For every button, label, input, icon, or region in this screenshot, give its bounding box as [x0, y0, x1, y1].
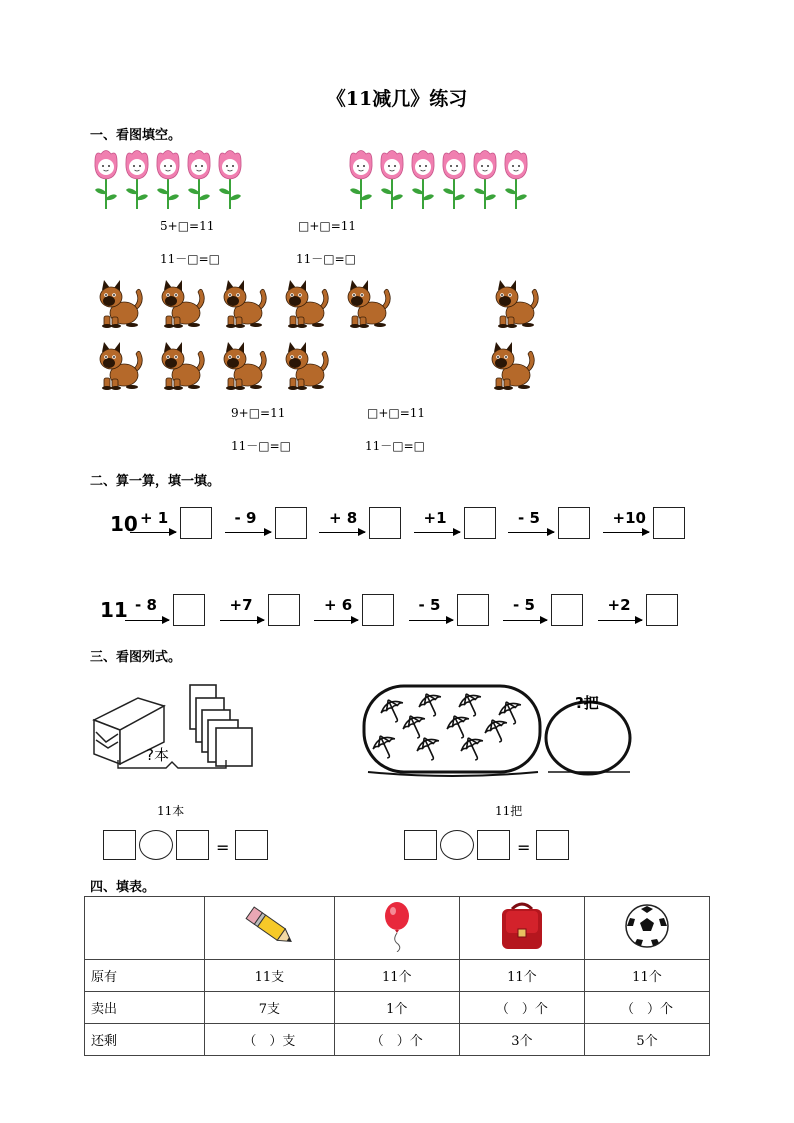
backpack-cell	[459, 897, 584, 960]
cat-icon	[220, 342, 270, 390]
table-cell: 7支	[205, 992, 335, 1024]
table-cell: 5个	[584, 1024, 709, 1056]
section-4-heading: 四、填表。	[90, 880, 156, 895]
equation-4b: 11－□=□	[365, 439, 426, 453]
cat-icon	[96, 342, 146, 390]
answer-box[interactable]	[551, 594, 583, 626]
answer-box[interactable]	[275, 507, 307, 539]
cat-icon	[220, 280, 270, 328]
books-question-label: ?本	[146, 746, 169, 764]
equation-3a: 9+□=11	[231, 406, 286, 420]
arrow	[598, 620, 642, 621]
answer-box[interactable]	[477, 830, 510, 860]
balloon-cell	[334, 897, 459, 960]
fill-table	[84, 896, 710, 1056]
backpack-icon	[496, 901, 548, 951]
table-header-row	[85, 897, 710, 960]
umbrella-total: 11把	[495, 804, 523, 818]
books-total: 11本	[157, 804, 185, 818]
cat-icon	[492, 280, 542, 328]
table-row	[85, 1024, 710, 1056]
table-cell: 11个	[584, 960, 709, 992]
answer-box[interactable]	[536, 830, 569, 860]
flower-icon	[123, 148, 151, 210]
answer-box[interactable]	[180, 507, 212, 539]
equation-3b: 11－□=□	[231, 439, 292, 453]
answer-box[interactable]	[464, 507, 496, 539]
flower-icon	[409, 148, 437, 210]
table-cell: 3个	[459, 1024, 584, 1056]
answer-box[interactable]	[103, 830, 136, 860]
arrow	[508, 532, 554, 533]
pencil-cell	[205, 897, 335, 960]
answer-box[interactable]	[646, 594, 678, 626]
arrow	[503, 620, 547, 621]
table-row	[85, 960, 710, 992]
cat-icon	[282, 342, 332, 390]
answer-box[interactable]	[173, 594, 205, 626]
section-1-heading: 一、看图填空。	[90, 128, 182, 143]
operator-circle[interactable]	[440, 830, 474, 860]
operator-circle[interactable]	[139, 830, 173, 860]
operation-label: + 8	[329, 509, 358, 527]
cat-icon	[488, 342, 538, 390]
arrow	[603, 532, 649, 533]
operation-label: +1	[423, 509, 447, 527]
umbrella-question-label: ?把	[575, 694, 599, 712]
flower-icon	[154, 148, 182, 210]
answer-box[interactable]	[362, 594, 394, 626]
operation-label: - 9	[234, 509, 257, 527]
chain-2-start: 11	[100, 598, 128, 622]
row-label: 还剩	[85, 1024, 205, 1056]
flower-icon	[347, 148, 375, 210]
row-label: 原有	[85, 960, 205, 992]
answer-box[interactable]	[457, 594, 489, 626]
table-row	[85, 992, 710, 1024]
pencil-icon	[242, 901, 296, 951]
flower-icon	[185, 148, 213, 210]
operation-label: - 5	[513, 596, 535, 614]
cat-icon	[344, 280, 394, 328]
operation-label: - 5	[518, 509, 540, 527]
cat-icon	[282, 280, 332, 328]
chain-1-start: 10	[110, 512, 138, 536]
ball-cell	[584, 897, 709, 960]
flower-icon	[92, 148, 120, 210]
arrow	[130, 532, 176, 533]
answer-box[interactable]	[235, 830, 268, 860]
table-cell[interactable]: （ ）支	[205, 1024, 335, 1056]
flower-icon	[502, 148, 530, 210]
equation-4a: □+□=11	[367, 406, 426, 420]
equation-2b: 11－□=□	[296, 252, 357, 266]
table-cell[interactable]: （ ）个	[459, 992, 584, 1024]
operation-label: + 1	[140, 509, 169, 527]
arrow	[225, 532, 271, 533]
answer-box[interactable]	[369, 507, 401, 539]
answer-box[interactable]	[653, 507, 685, 539]
balloon-icon	[380, 900, 414, 952]
operation-label: + 6	[324, 596, 353, 614]
operation-label: +10	[612, 509, 646, 527]
books-illustration	[88, 680, 268, 780]
arrow	[125, 620, 169, 621]
cat-icon	[96, 280, 146, 328]
equation-1a: 5+□=11	[160, 219, 215, 233]
arrow	[409, 620, 453, 621]
answer-box[interactable]	[176, 830, 209, 860]
table-cell: 1个	[334, 992, 459, 1024]
flower-icon	[216, 148, 244, 210]
table-cell[interactable]: （ ）个	[584, 992, 709, 1024]
arrow	[314, 620, 358, 621]
row-label: 卖出	[85, 992, 205, 1024]
flower-icon	[378, 148, 406, 210]
flower-icon	[471, 148, 499, 210]
answer-box[interactable]	[558, 507, 590, 539]
table-corner-cell	[85, 897, 205, 960]
table-cell: 11个	[334, 960, 459, 992]
table-cell[interactable]: （ ）个	[334, 1024, 459, 1056]
operation-label: +2	[607, 596, 631, 614]
equals-sign: =	[517, 838, 531, 857]
flower-icon	[440, 148, 468, 210]
soccer-ball-icon	[623, 902, 671, 950]
cat-icon	[158, 280, 208, 328]
section-2-heading: 二、算一算，填一填。	[90, 474, 221, 489]
arrow	[414, 532, 460, 533]
page-title: 《11减几》练习	[326, 88, 468, 110]
answer-box[interactable]	[268, 594, 300, 626]
operation-label: - 5	[418, 596, 441, 614]
arrow	[319, 532, 365, 533]
cat-icon	[158, 342, 208, 390]
equation-2a: □+□=11	[298, 219, 357, 233]
table-cell: 11个	[459, 960, 584, 992]
equals-sign: =	[216, 838, 230, 857]
operation-label: +7	[229, 596, 253, 614]
equation-1b: 11－□=□	[160, 252, 221, 266]
answer-box[interactable]	[404, 830, 437, 860]
operation-label: - 8	[135, 596, 157, 614]
table-cell: 11支	[205, 960, 335, 992]
arrow	[220, 620, 264, 621]
section-3-heading: 三、看图列式。	[90, 650, 182, 665]
